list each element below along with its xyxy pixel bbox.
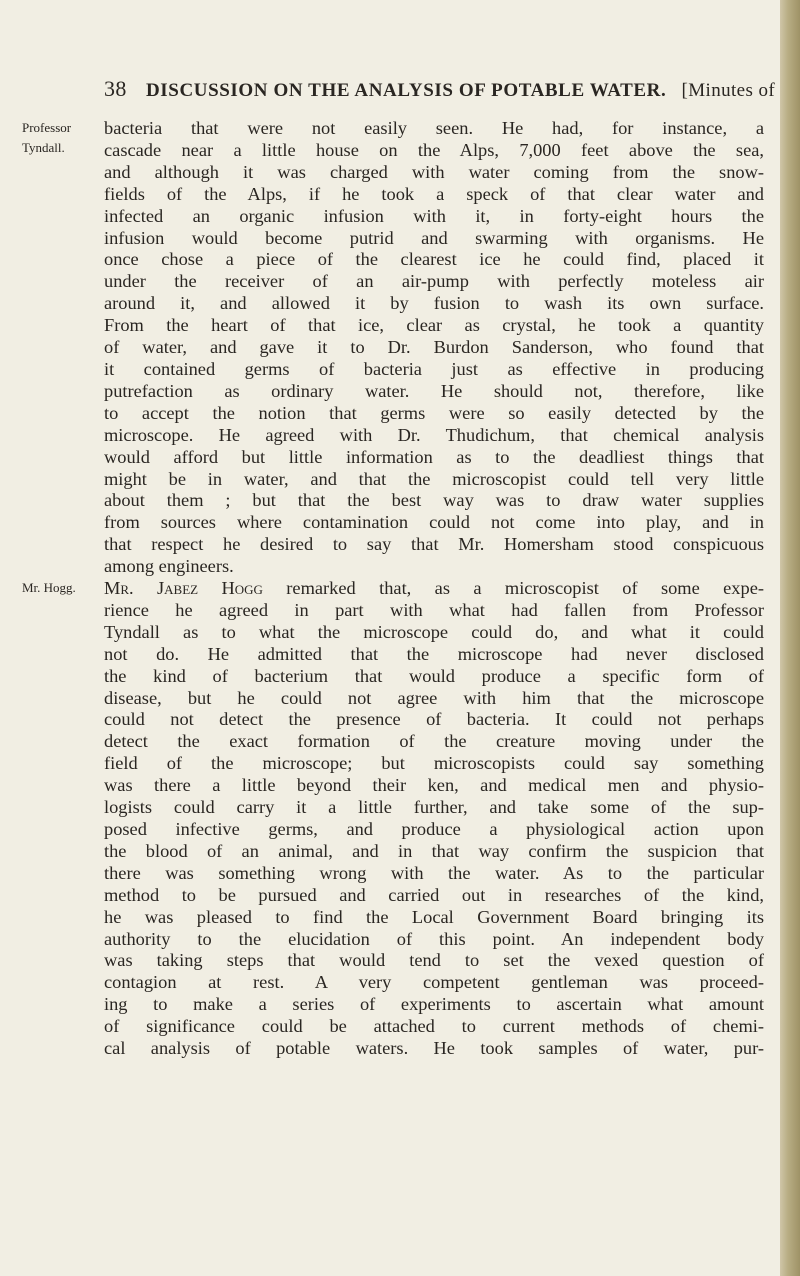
text-line: it contained germs of bacteria just as effective in producing [104,358,764,379]
paragraph [104,118,764,578]
text-line: ing to make a series of experiments to ascertain what amount [104,994,764,1015]
text-line: to accept the notion that germs were so easily detected by the [104,402,764,423]
text-line: around it, and allowed it by fusion to wash its own surface. [104,293,764,314]
margin-note-line: Mr. Hogg. [22,580,76,595]
text-line: putrefaction as ordinary water. He should not, therefore, like [104,380,764,401]
text-line: bacteria that were not easily seen. He had, for instance, a [104,118,764,138]
text-line: field of the microscope; but microscopists could say something [104,753,764,774]
text-line: that respect he desired to say that Mr. Homersham stood conspicuous [104,534,764,555]
margin-note-speaker [22,578,76,598]
text-line: cascade near a little house on the Alps, 7,000 feet above the sea, [104,139,764,160]
page-edge [780,0,800,1276]
text-line: disease, but he could not agree with him that the microscope [104,687,764,708]
text-line: might be in water, and that the microscopist could tell very little [104,468,764,489]
text-line: under the receiver of an air-pump with perfectly moteless air [104,271,764,292]
text-line [104,578,764,600]
text-line: would afford but little information as to the deadliest things that [104,446,764,467]
text-line: From the heart of that ice, clear as crystal, he took a quantity [104,315,764,336]
text-line: detect the exact formation of the creature moving under the [104,731,764,752]
margin-note-line: Professor [22,120,72,135]
text-fragment: remarked that, as a microscopist of some expe- [262,578,764,599]
text-line: not do. He admitted that the microscope had never disclosed [104,643,764,664]
text-line: of significance could be attached to current methods of chemi- [104,1016,764,1037]
text-line: was taking steps that would tend to set the vexed question of [104,950,764,971]
speaker-name: Mr. Jabez Hogg [104,578,263,599]
text-line: he was pleased to find the Local Government Board bringing its [104,906,764,927]
text-line: of water, and gave it to Dr. Burdon Sanderson, who found that [104,337,764,358]
running-header [104,76,776,102]
text-line: there was something wrong with the water. As to the particular [104,862,764,883]
text-line: infected an organic infusion with it, in forty-eight hours the [104,205,764,226]
text-line: was there a little beyond their ken, and medical men and physio- [104,775,764,796]
text-line: authority to the elucidation of this point. An independent body [104,928,764,949]
text-line: once chose a piece of the clearest ice he could find, placed it [104,249,764,270]
text-line: method to be pursued and carried out in researches of the kind, [104,884,764,905]
text-line: the blood of an animal, and in that way confirm the suspicion that [104,840,764,861]
text-line: from sources where contamination could not come into play, and in [104,512,764,533]
margin-note-line: Tyndall. [22,140,65,155]
text-line: contagion at rest. A very competent gentleman was proceed- [104,972,764,993]
paragraph [104,578,764,1060]
text-line: Tyndall as to what the microscope could do, and what it could [104,621,764,642]
text-line: rience he agreed in part with what had fallen from Professor [104,599,764,620]
text-line: microscope. He agreed with Dr. Thudichum, that chemical analysis [104,424,764,445]
running-title: DISCUSSION ON THE ANALYSIS OF POTABLE WATER. [145,80,667,101]
margin-note-speaker [22,118,71,158]
text-line: cal analysis of potable waters. He took samples of water, pur- [104,1038,764,1059]
text-line: fields of the Alps, if he took a speck of that clear water and [104,183,764,204]
page-number: 38 [104,76,127,101]
text-line: could not detect the presence of bacteria. It could not perhaps [104,709,764,730]
text-line: about them ; but that the best way was to draw water supplies [104,490,764,511]
text-line: infusion would become putrid and swarming with organisms. He [104,227,764,248]
text-line: among engineers. [104,556,234,577]
text-line: logists could carry it a little further, and take some of the sup- [104,797,764,818]
text-line: the kind of bacterium that would produce a specific form of [104,665,764,686]
body-text [104,118,764,1060]
text-line: posed infective germs, and produce a physiological action upon [104,819,764,839]
running-header-right: [Minutes of [681,80,776,101]
text-line: and although it was charged with water coming from the snow- [104,161,764,182]
